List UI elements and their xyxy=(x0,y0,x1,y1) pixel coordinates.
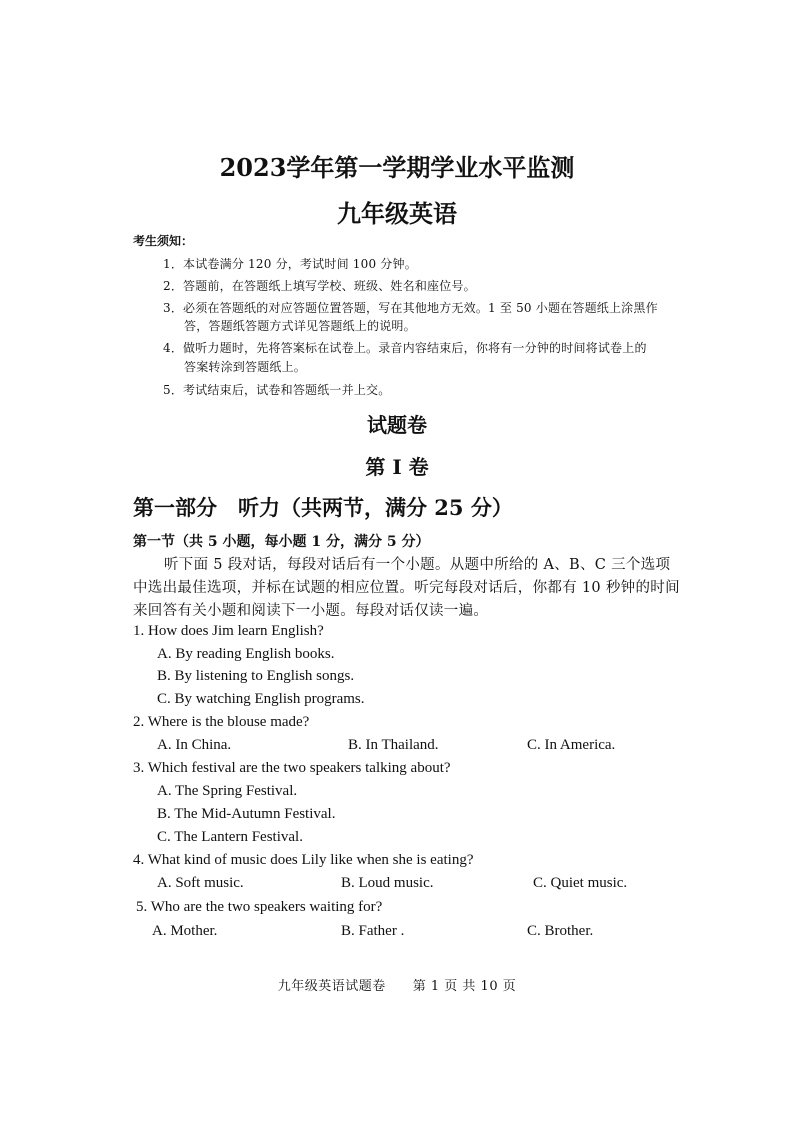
question-option: B. In Thailand. xyxy=(348,737,439,753)
notice-item: 4．做听力题时，先将答案标在试卷上。录音内容结束后，你将有一分钟的时间将试卷上的 xyxy=(163,341,647,355)
notice-item: 5．考试结束后，试卷和答题纸一并上交。 xyxy=(163,383,391,397)
exam-subtitle: 九年级英语 xyxy=(337,199,457,228)
section1-heading: 第一节（共 5 小题，每小题 1 分，满分 5 分） xyxy=(133,534,430,550)
question-option: C. In America. xyxy=(527,737,616,753)
section1-instructions: 中选出最佳选项，并标在试题的相应位置。听完每段对话后，你都有 10 秒钟的时间 xyxy=(133,580,680,596)
part1-heading: 第一部分 听力（共两节，满分 25 分） xyxy=(133,495,513,520)
notice-item: 3．必须在答题纸的对应答题位置答题，写在其他地方无效。1 至 50 小题在答题纸上涂黑作 xyxy=(163,301,658,315)
question-option: A. By reading English books. xyxy=(157,646,335,662)
question-option: A. In China. xyxy=(157,737,232,753)
question-option: B. Loud music. xyxy=(341,875,434,891)
question-option: C. Brother. xyxy=(527,923,594,939)
question-stem: 5. Who are the two speakers waiting for? xyxy=(136,899,383,915)
question-stem: 4. What kind of music does Lily like when she is eating? xyxy=(133,852,474,868)
notice-item: 1．本试卷满分 120 分，考试时间 100 分钟。 xyxy=(163,257,417,271)
notice-item: 2．答题前，在答题纸上填写学校、班级、姓名和座位号。 xyxy=(163,279,476,293)
question-option: A. Soft music. xyxy=(157,875,244,891)
exam-title: 2023学年第一学期学业水平监测 xyxy=(219,153,575,182)
question-option: C. By watching English programs. xyxy=(157,691,365,707)
notice-heading: 考生须知： xyxy=(133,234,194,248)
paper-label: 试题卷 xyxy=(367,413,427,437)
question-option: B. Father . xyxy=(341,923,405,939)
section1-instructions: 听下面 5 段对话，每段对话后有一个小题。从题中所给的 A、B、C 三个选项 xyxy=(164,557,671,573)
page-footer: 九年级英语试题卷 第 1 页 共 10 页 xyxy=(277,979,517,994)
volume-label: 第 I 卷 xyxy=(365,455,429,479)
question-option: C. The Lantern Festival. xyxy=(157,829,303,845)
notice-item: 答案转涂到答题纸上。 xyxy=(184,360,307,374)
question-option: B. By listening to English songs. xyxy=(157,668,355,684)
question-option: A. Mother. xyxy=(152,923,218,939)
question-option: A. The Spring Festival. xyxy=(157,783,298,799)
question-option: B. The Mid-Autumn Festival. xyxy=(157,806,336,822)
question-stem: 3. Which festival are the two speakers talking about? xyxy=(133,760,451,776)
question-stem: 2. Where is the blouse made? xyxy=(133,714,310,730)
question-stem: 1. How does Jim learn English? xyxy=(133,623,324,639)
question-option: C. Quiet music. xyxy=(533,875,628,891)
section1-instructions: 来回答有关小题和阅读下一小题。每段对话仅读一遍。 xyxy=(133,603,489,619)
notice-item: 答，答题纸答题方式详见答题纸上的说明。 xyxy=(184,319,416,333)
